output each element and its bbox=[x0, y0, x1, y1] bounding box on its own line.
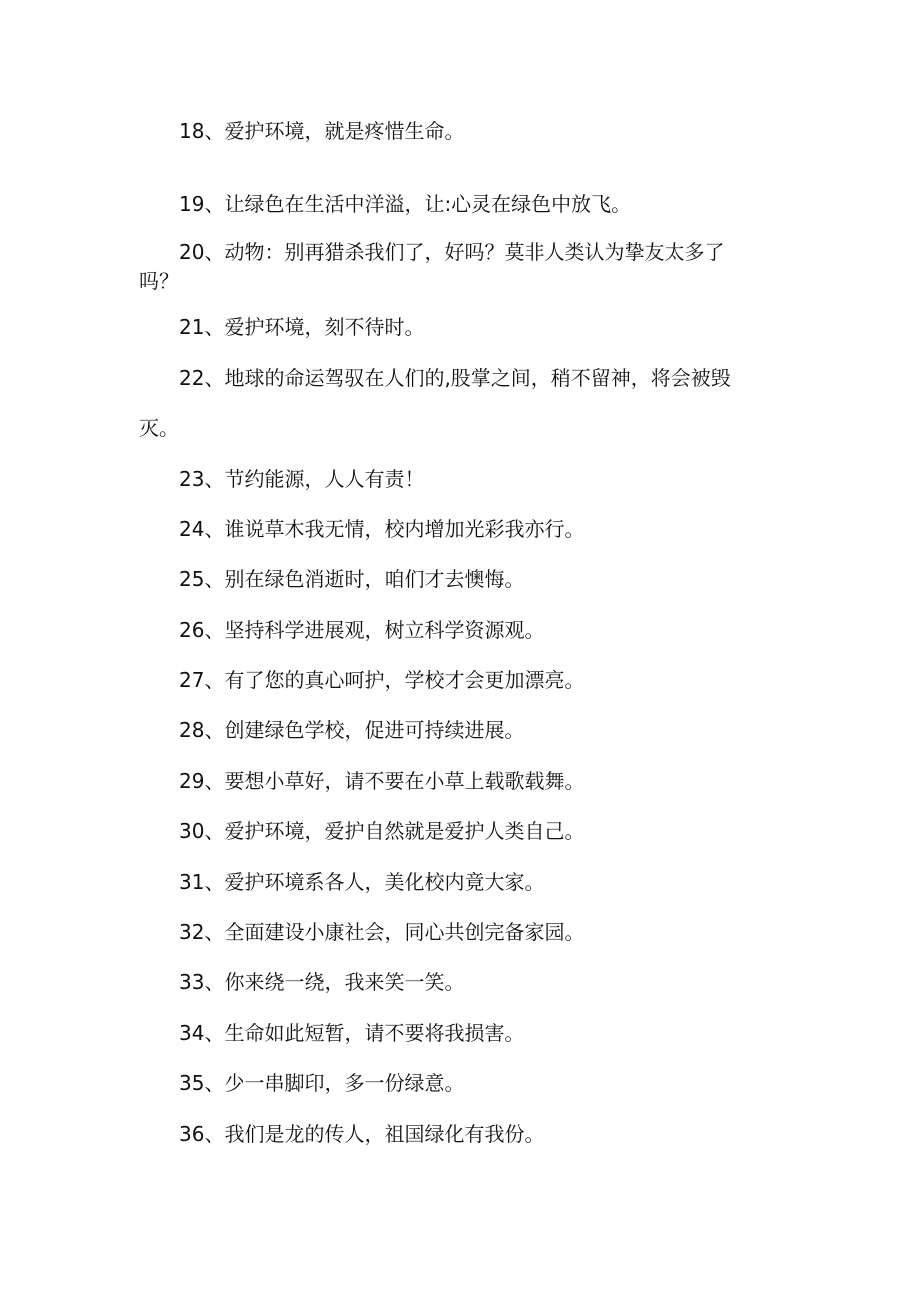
list-item bbox=[139, 1019, 799, 1048]
item-text: 26、坚持科学进展观，树立科学资源观。 bbox=[179, 618, 545, 642]
item-text: 34、生命如此短暂，请不要将我损害。 bbox=[179, 1021, 525, 1045]
item-text: 36、我们是龙的传人，祖国绿化有我份。 bbox=[179, 1122, 545, 1146]
item-text: 21、爱护环境，刻不待时。 bbox=[179, 315, 425, 339]
list-item bbox=[139, 716, 799, 745]
item-text: 18、爱护环境，就是疼惜生命。 bbox=[179, 119, 465, 143]
list-item bbox=[139, 1120, 799, 1149]
item-text-continued: 灭。 bbox=[139, 416, 179, 440]
item-text: 32、全面建设小康社会，同心共创完备家园。 bbox=[179, 920, 585, 944]
list-item bbox=[139, 190, 799, 219]
item-text: 25、别在绿色消逝时，咱们才去懊悔。 bbox=[179, 567, 525, 591]
item-text: 29、要想小草好，请不要在小草上载歌载舞。 bbox=[179, 769, 585, 793]
list-item bbox=[139, 364, 799, 393]
list-item bbox=[139, 238, 799, 296]
list-item bbox=[139, 616, 799, 645]
item-text: 31、爱护环境系各人，美化校内竟大家。 bbox=[179, 870, 545, 894]
list-item bbox=[139, 968, 799, 997]
item-text: 33、你来绕一绕，我来笑一笑。 bbox=[179, 970, 465, 994]
list-item bbox=[139, 868, 799, 897]
item-text: 23、节约能源，人人有责！ bbox=[179, 467, 425, 491]
list-item bbox=[139, 515, 799, 544]
list-item bbox=[139, 767, 799, 796]
item-text: 27、有了您的真心呵护，学校才会更加漂亮。 bbox=[179, 668, 585, 692]
list-item bbox=[139, 1069, 799, 1098]
list-item bbox=[139, 918, 799, 947]
item-text: 35、少一串脚印，多一份绿意。 bbox=[179, 1071, 465, 1095]
item-text: 20、动物：别再猎杀我们了，好吗？莫非人类认为挚友太多了 bbox=[179, 240, 725, 264]
item-text: 24、谁说草木我无情，校内增加光彩我亦行。 bbox=[179, 517, 585, 541]
list-item bbox=[139, 565, 799, 594]
item-text: 22、地球的命运驾驭在人们的,股掌之间，稍不留神，将会被毁 bbox=[179, 366, 731, 390]
item-text: 30、爱护环境，爱护自然就是爱护人类自己。 bbox=[179, 819, 585, 843]
list-item bbox=[139, 117, 799, 146]
list-item bbox=[139, 465, 799, 494]
list-item bbox=[139, 817, 799, 846]
item-text-continued: 吗？ bbox=[139, 269, 179, 293]
list-item bbox=[139, 313, 799, 342]
list-item bbox=[139, 666, 799, 695]
item-text: 19、让绿色在生活中洋溢，让:心灵在绿色中放飞。 bbox=[179, 192, 632, 216]
list-item-continuation bbox=[139, 414, 799, 443]
item-text: 28、创建绿色学校，促进可持续进展。 bbox=[179, 718, 525, 742]
